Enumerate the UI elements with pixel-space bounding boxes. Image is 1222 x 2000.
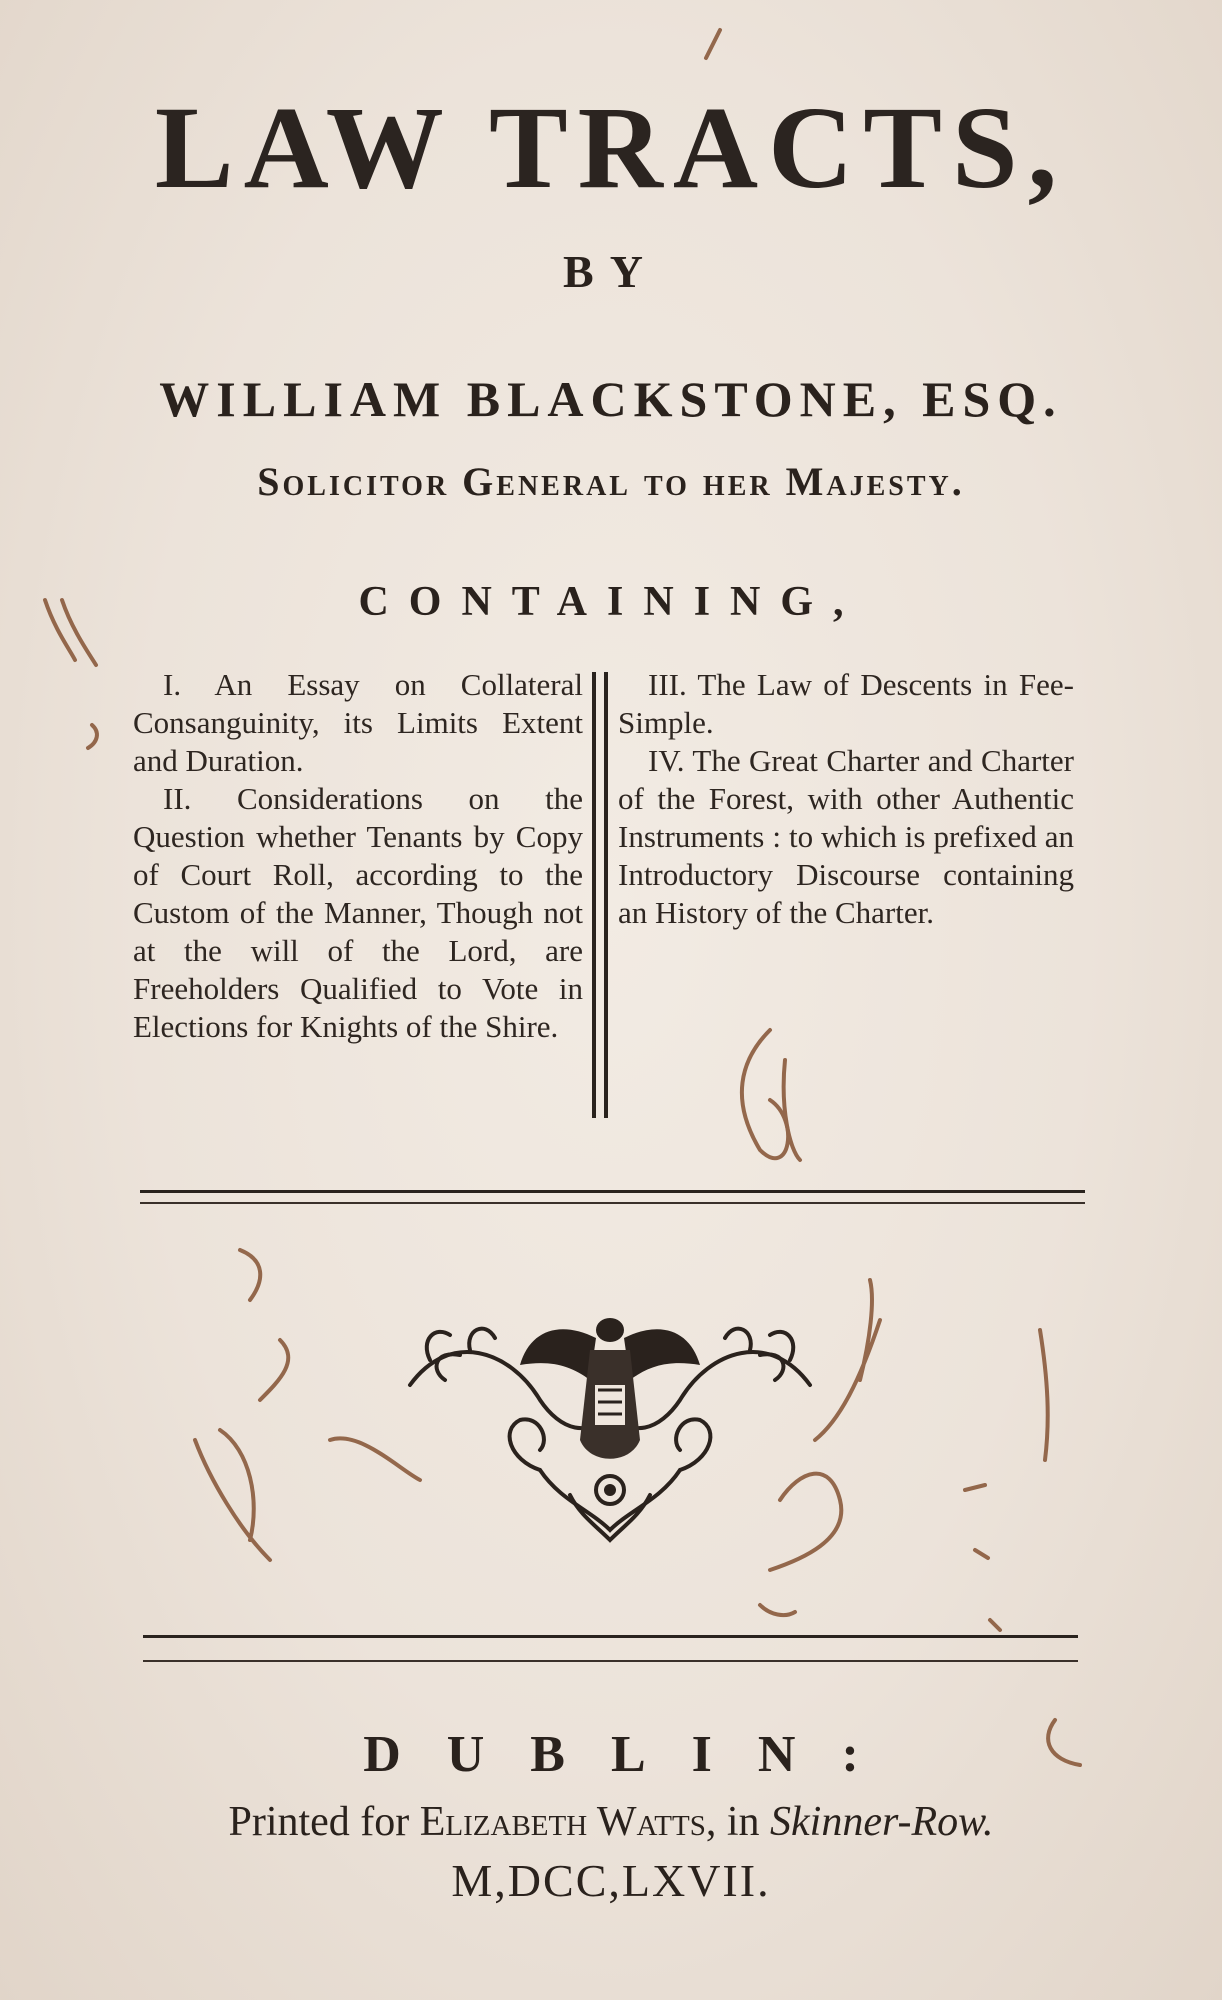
author-office: Solicitor General to her Majesty. — [257, 459, 965, 504]
contents-item-3: III. The Law of Descents in Fee-Simple. — [618, 667, 1074, 740]
imprint-street: Skinner-Row. — [770, 1799, 994, 1845]
imprint-printer: Elizabeth Watts — [419, 1799, 706, 1845]
book-title: LAW TRACTS, — [154, 82, 1068, 213]
contents-item-1: I. An Essay on Collateral Consanguinity, its Limits Extent and Duration. — [133, 667, 583, 778]
contents-item-4: IV. The Great Charter and Charter of the Forest, with other Authentic Instruments : to which is prefixed an Introductory Discourse containing an History of the Charter. — [618, 743, 1074, 930]
author-name: WILLIAM BLACKSTONE, ESQ. — [159, 371, 1063, 427]
by-line: BY — [563, 246, 659, 297]
imprint-year: M,DCC,LXVII. — [451, 1855, 771, 1906]
imprint-place: DUBLIN: — [363, 1726, 905, 1783]
imprint-middle: , in — [705, 1799, 771, 1845]
imprint-prefix: Printed for — [228, 1799, 420, 1845]
contents-item-2: II. Considerations on the Question whether Tenants by Copy of Court Roll, according to the Custom of the Manner, Though not at the will of the Lord, are Freeholders Qualified to Vote in Elections for Knights of the Shire. — [133, 781, 583, 1044]
containing-heading: CONTAINING, — [358, 579, 864, 625]
